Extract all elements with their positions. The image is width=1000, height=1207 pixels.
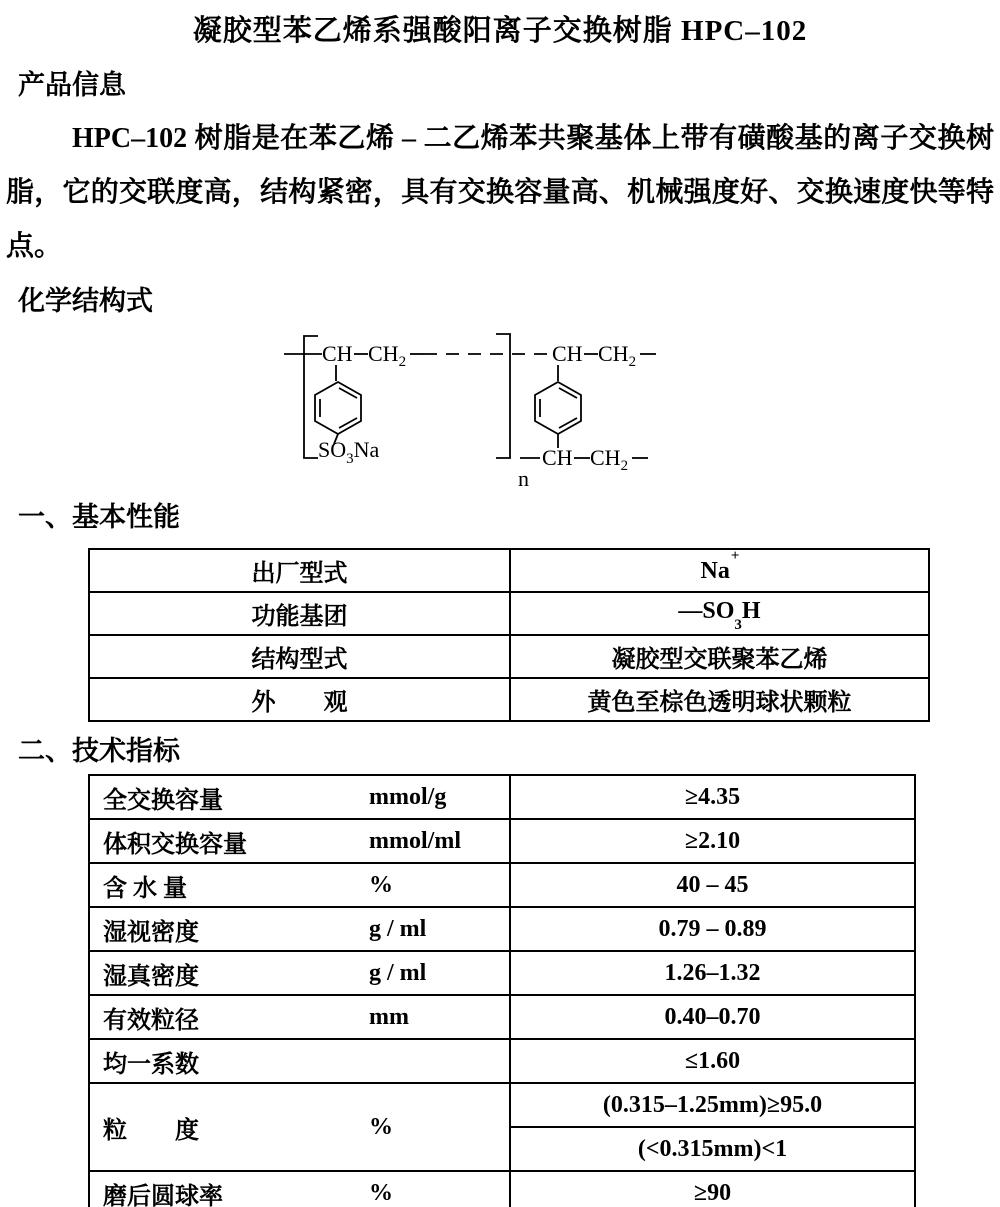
table-row [89, 592, 929, 635]
spec-name: 粒 度 [103, 1117, 199, 1144]
paragraph-line: 点。 [6, 231, 63, 262]
value-base: Na [700, 557, 730, 584]
table-row [89, 863, 915, 907]
chain-label-ch2: $CH_2$ [368, 341, 407, 370]
spec-value: ≤1.60 [510, 1039, 915, 1083]
spec-value: 1.26–1.32 [510, 951, 915, 995]
spec-unit: mm [369, 1003, 409, 1030]
row-value [510, 592, 929, 635]
table-row [89, 907, 915, 951]
table-row [89, 1083, 915, 1127]
chain-label-ch: CH [322, 341, 353, 366]
spec-value: 0.79 – 0.89 [510, 907, 915, 951]
spec-cell [89, 1171, 510, 1207]
table-row [89, 635, 929, 678]
product-description-paragraph [0, 112, 1000, 274]
spec-value: ≥90 [510, 1171, 915, 1207]
chain-label-ch: CH [552, 341, 583, 366]
table-row [89, 1039, 915, 1083]
spec-cell [89, 951, 510, 995]
spec-name: 湿真密度 [103, 963, 199, 990]
spec-unit: mmol/g [369, 783, 447, 810]
spec-unit: % [369, 1113, 393, 1140]
section-heading-basic-properties: 一、基本性能 [18, 502, 180, 532]
sulfonate-label: $SO_3Na$ [318, 437, 380, 467]
double-bond [339, 418, 357, 428]
spec-value: (0.315–1.25mm)≥95.0 [510, 1083, 915, 1127]
benzene-ring-left [315, 382, 361, 434]
spec-name: 体积交换容量 [103, 831, 247, 858]
spec-value: 0.40–0.70 [510, 995, 915, 1039]
spec-cell [89, 863, 510, 907]
table-row [89, 951, 915, 995]
spec-value: 40 – 45 [510, 863, 915, 907]
chain-label-ch2: $CH_2$ [590, 445, 629, 474]
table-row [89, 1171, 915, 1207]
spec-name: 磨后圆球率 [103, 1183, 223, 1207]
spec-unit: g / ml [369, 915, 427, 942]
spec-value: ≥4.35 [510, 775, 915, 819]
row-value: 凝胶型交联聚苯乙烯 [510, 635, 929, 678]
table-row [89, 678, 929, 721]
section-heading-tech-specs: 二、技术指标 [18, 736, 180, 766]
spec-name: 均一系数 [103, 1051, 199, 1078]
spec-cell [89, 775, 510, 819]
spec-unit: mmol/ml [369, 827, 461, 854]
right-bracket [496, 334, 510, 458]
basic-properties-table [88, 548, 930, 722]
row-label: 结构型式 [89, 635, 510, 678]
value-subscript: 3 [734, 616, 742, 633]
tech-specs-table [88, 774, 916, 1207]
value-base: —SO [678, 598, 735, 625]
row-value [510, 549, 929, 592]
repeat-count-label: n [518, 466, 529, 491]
section-heading-product-info: 产品信息 [18, 70, 126, 100]
spec-cell [89, 1039, 510, 1083]
row-label: 出厂型式 [89, 549, 510, 592]
spec-unit: g / ml [369, 959, 427, 986]
double-bond [339, 388, 357, 398]
row-label: 外 观 [89, 678, 510, 721]
spec-name: 有效粒径 [103, 1007, 199, 1034]
spec-value: (<0.315mm)<1 [510, 1127, 915, 1171]
spec-name: 含 水 量 [103, 875, 187, 902]
row-value: 黄色至棕色透明球状颗粒 [510, 678, 929, 721]
spec-cell [89, 995, 510, 1039]
chain-label-ch2: $CH_2$ [598, 341, 637, 370]
table-row [89, 775, 915, 819]
value-superscript: + [730, 549, 740, 564]
chemical-structure-diagram [272, 326, 692, 492]
table-row [89, 819, 915, 863]
double-bond [559, 388, 577, 398]
spec-cell [89, 819, 510, 863]
doc-title: 凝胶型苯乙烯系强酸阳离子交换树脂 HPC–102 [192, 15, 808, 47]
benzene-ring-right [535, 382, 581, 434]
value-tail: H [741, 598, 761, 625]
table-row [89, 549, 929, 592]
spec-value: ≥2.10 [510, 819, 915, 863]
section-heading-chemical-structure: 化学结构式 [18, 286, 153, 316]
row-label: 功能基团 [89, 592, 510, 635]
paragraph-line: 脂，它的交联度高，结构紧密，具有交换容量高、机械强度好、交换速度快等特 [6, 177, 994, 208]
spec-cell [89, 1083, 510, 1171]
paragraph-line: HPC–102 树脂是在苯乙烯 – 二乙烯苯共聚基体上带有磺酸基的离子交换树 [72, 123, 994, 154]
spec-name: 全交换容量 [103, 787, 223, 814]
double-bond [559, 418, 577, 428]
chain-label-ch: CH [542, 445, 573, 470]
spec-unit: % [369, 871, 393, 898]
spec-cell [89, 907, 510, 951]
table-row [89, 995, 915, 1039]
spec-name: 湿视密度 [103, 919, 199, 946]
spec-unit: % [369, 1179, 393, 1206]
